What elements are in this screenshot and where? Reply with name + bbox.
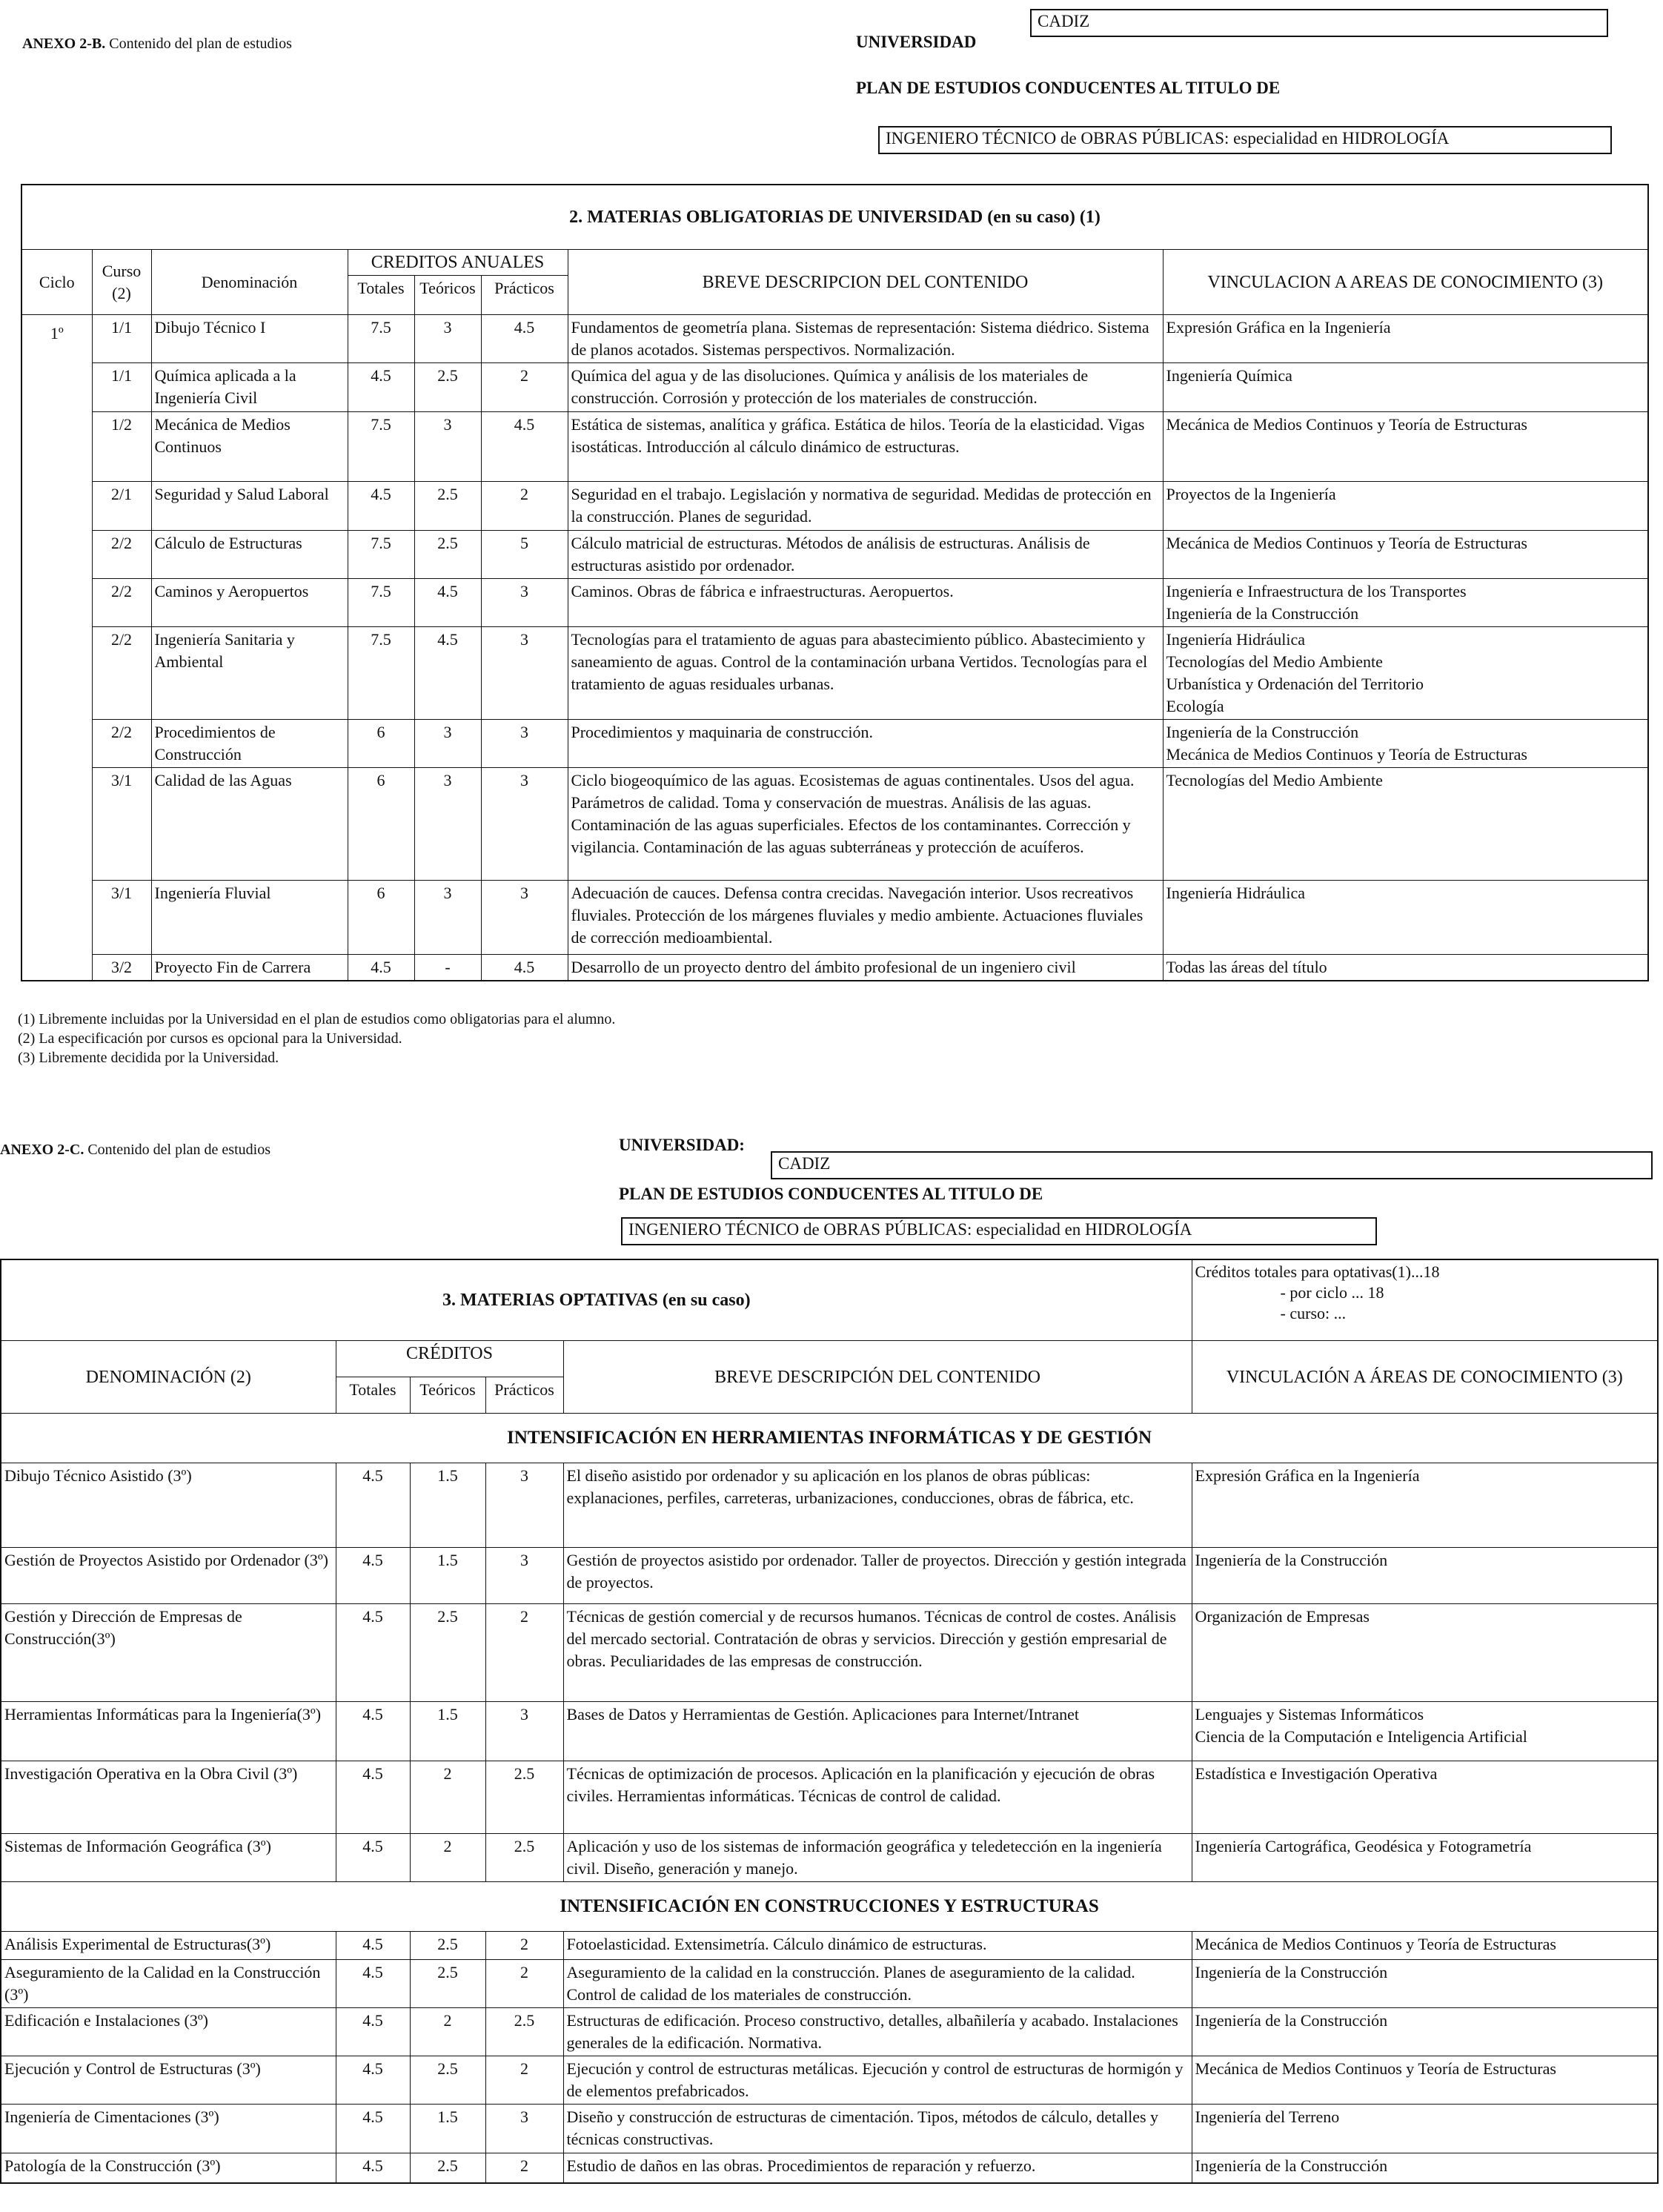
table-row [1,1761,1658,1834]
curso-cell: 1/1 [92,315,151,363]
totales-cell: 4.5 [348,482,414,531]
totales-cell: 7.5 [348,412,414,482]
teoricos-cell: 2.5 [414,363,481,412]
table-row [21,627,1648,720]
vinculacion-cell: Mecánica de Medios Continuos y Teoría de Estructuras [1163,412,1648,482]
teoricos-cell: 2.5 [414,482,481,531]
table-row [1,1463,1658,1548]
practicos-cell: 2 [485,2153,563,2183]
teoricos-cell: 1.5 [410,1548,485,1604]
practicos-cell: 3 [481,720,568,768]
denominacion-cell: Química aplicada a la Ingeniería Civil [151,363,348,412]
descripcion-cell: El diseño asistido por ordenador y su aplicación en los planos de obras públicas: explanaciones, perfiles, carreteras, urbanizaciones, conducciones, obras de fábrica, etc. [563,1463,1192,1548]
denominacion-cell: Herramientas Informáticas para la Ingeniería(3º) [1,1702,336,1761]
university-field: CADIZ [1030,9,1608,37]
teoricos-cell: 3 [414,881,481,955]
totales-cell: 4.5 [336,2056,410,2105]
teoricos-cell: 1.5 [410,2105,485,2153]
teoricos-cell: 2.5 [410,2056,485,2105]
table-row [21,881,1648,955]
descripcion-cell: Fotoelasticidad. Extensimetría. Cálculo dinámico de estructuras. [563,1932,1192,1960]
table-row [1,1960,1658,2008]
annex-2c-label [0,1142,270,1159]
practicos-cell: 2 [485,1604,563,1702]
header-totales-2: Totales [336,1377,410,1414]
practicos-cell: 2 [485,1932,563,1960]
practicos-cell: 2.5 [485,2008,563,2056]
table-row [21,720,1648,768]
totales-cell: 4.5 [336,2008,410,2056]
teoricos-cell: 3 [414,768,481,881]
practicos-cell: 4.5 [481,955,568,981]
teoricos-cell: 2.5 [414,531,481,579]
teoricos-cell: 2 [410,2008,485,2056]
curso-cell: 1/2 [92,412,151,482]
vinculacion-cell: Ingeniería de la Construcción [1192,1960,1658,2008]
denominacion-cell: Dibujo Técnico Asistido (3º) [1,1463,336,1548]
denominacion-cell: Ingeniería Sanitaria y Ambiental [151,627,348,720]
header-descripcion: BREVE DESCRIPCION DEL CONTENIDO [568,250,1163,315]
teoricos-cell: 1.5 [410,1702,485,1761]
vinculacion-cell: Organización de Empresas [1192,1604,1658,1702]
table-title-2 [1,1259,1192,1341]
curso-cell: 1/1 [92,363,151,412]
descripcion-cell: Aseguramiento de la calidad en la construcción. Planes de aseguramiento de la calidad. Control de calidad de los materiales de construcción. [563,1960,1192,2008]
practicos-cell: 2 [485,1960,563,2008]
totales-cell: 4.5 [336,1960,410,2008]
header-creditos-anuales: CREDITOS ANUALES [348,250,568,276]
teoricos-cell: 4.5 [414,579,481,627]
degree-title-field: INGENIERO TÉCNICO de OBRAS PÚBLICAS: especialidad en HIDROLOGÍA [878,126,1612,154]
table-title: 2. MATERIAS OBLIGATORIAS DE UNIVERSIDAD (en su caso) (1) [21,185,1648,250]
denominacion-cell: Proyecto Fin de Carrera [151,955,348,981]
practicos-cell: 3 [485,1463,563,1548]
table-row [21,955,1648,981]
annex-2b-rest: Contenido del plan de estudios [105,36,292,52]
practicos-cell: 3 [485,1548,563,1604]
totales-cell: 4.5 [336,1702,410,1761]
vinculacion-cell: Ingeniería de la Construcción [1192,1548,1658,1604]
header-teoricos-2: Teóricos [410,1377,485,1414]
header-practicos: Prácticos [481,276,568,315]
optional-credits-info [1192,1259,1658,1341]
descripcion-cell: Desarrollo de un proyecto dentro del ámbito profesional de un ingeniero civil [568,955,1163,981]
section-herramientas-informaticas: INTENSIFICACIÓN EN HERRAMIENTAS INFORMÁTICAS Y DE GESTIÓN [1,1414,1658,1463]
totales-cell: 4.5 [336,2153,410,2183]
table-row [21,482,1648,531]
practicos-cell: 2 [481,482,568,531]
descripcion-cell: Química del agua y de las disoluciones. Química y análisis de los materiales de construcción. Corrosión y protección de los materiales de construcción. [568,363,1163,412]
vinculacion-cell: Ingeniería del Terreno [1192,2105,1658,2153]
teoricos-cell: 2.5 [410,1960,485,2008]
table-row [21,315,1648,363]
totales-cell: 6 [348,881,414,955]
totales-cell: 7.5 [348,627,414,720]
teoricos-cell: - [414,955,481,981]
descripcion-cell: Seguridad en el trabajo. Legislación y normativa de seguridad. Medidas de protección en la construcción. Planes de seguridad. [568,482,1163,531]
section-construcciones-estructuras: INTENSIFICACIÓN EN CONSTRUCCIONES Y ESTRUCTURAS [1,1882,1658,1932]
denominacion-cell: Ingeniería Fluvial [151,881,348,955]
descripcion-cell: Procedimientos y maquinaria de construcción. [568,720,1163,768]
teoricos-cell: 4.5 [414,627,481,720]
header-denominacion: Denominación [151,250,348,315]
totales-cell: 6 [348,768,414,881]
descripcion-cell: Cálculo matricial de estructuras. Métodos de análisis de estructuras. Análisis de estructuras asistido por ordenador. [568,531,1163,579]
table-row [21,363,1648,412]
practicos-cell: 3 [485,1702,563,1761]
descripcion-cell: Tecnologías para el tratamiento de aguas para abastecimiento público. Abastecimiento y saneamiento de aguas. Control de la contaminación urbana Vertidos. Tecnologías para el tratamiento de aguas residuales urbanas. [568,627,1163,720]
plan-label: PLAN DE ESTUDIOS CONDUCENTES AL TITULO DE [856,79,1281,97]
university-label: UNIVERSIDAD [856,33,977,51]
descripcion-cell: Aplicación y uso de los sistemas de información geográfica y teledetección en la ingeniería civil. Diseño, generación y manejo. [563,1834,1192,1882]
table-row [1,2105,1658,2153]
vinculacion-cell: Tecnologías del Medio Ambiente [1163,768,1648,881]
vinculacion-cell: Expresión Gráfica en la Ingeniería [1163,315,1648,363]
degree-title-field-2: INGENIERO TÉCNICO de OBRAS PÚBLICAS: especialidad en HIDROLOGÍA [621,1217,1377,1245]
university-label-2: UNIVERSIDAD: [619,1136,745,1154]
footnote-2: (2) La especificación por cursos es opcional para la Universidad. [18,1030,402,1047]
footnotes [18,1010,615,1067]
vinculacion-cell: Lenguajes y Sistemas Informáticos Ciencia de la Computación e Inteligencia Artificial [1192,1702,1658,1761]
vinculacion-cell: Estadística e Investigación Operativa [1192,1761,1658,1834]
descripcion-cell: Estructuras de edificación. Proceso constructivo, detalles, albañilería y acabado. Instalaciones generales de la edificación. Normativa. [563,2008,1192,2056]
annex-2b-label [22,36,292,53]
header-ciclo: Ciclo [21,250,92,315]
descripcion-cell: Caminos. Obras de fábrica e infraestructuras. Aeropuertos. [568,579,1163,627]
denominacion-cell: Gestión de Proyectos Asistido por Ordenador (3º) [1,1548,336,1604]
header-descripcion-2: BREVE DESCRIPCIÓN DEL CONTENIDO [563,1341,1192,1414]
totales-cell: 4.5 [336,1548,410,1604]
totales-cell: 4.5 [336,1834,410,1882]
table-row [21,412,1648,482]
curso-cell: 3/1 [92,768,151,881]
vinculacion-cell: Ingeniería Hidráulica [1163,881,1648,955]
table-title-2-text: 3. MATERIAS OPTATIVAS (en su caso) [442,1291,751,1310]
plan-label-2: PLAN DE ESTUDIOS CONDUCENTES AL TITULO DE [619,1185,1043,1203]
denominacion-cell: Calidad de las Aguas [151,768,348,881]
denominacion-cell: Gestión y Dirección de Empresas de Construcción(3º) [1,1604,336,1702]
totales-cell: 6 [348,720,414,768]
vinculacion-cell: Expresión Gráfica en la Ingeniería [1192,1463,1658,1548]
vinculacion-cell: Mecánica de Medios Continuos y Teoría de Estructuras [1163,531,1648,579]
header-curso: Curso (2) [92,250,151,315]
denominacion-cell: Análisis Experimental de Estructuras(3º) [1,1932,336,1960]
vinculacion-cell: Ingeniería Cartográfica, Geodésica y Fotogrametría [1192,1834,1658,1882]
teoricos-cell: 2 [410,1761,485,1834]
practicos-cell: 2.5 [485,1761,563,1834]
denominacion-cell: Dibujo Técnico I [151,315,348,363]
descripcion-cell: Técnicas de gestión comercial y de recursos humanos. Técnicas de control de costes. Análisis del mercado sectorial. Contratación de obras y servicios. Dirección y gestión empresarial de obras. Peculiaridades de las empresas de construcción. [563,1604,1192,1702]
practicos-cell: 3 [481,627,568,720]
teoricos-cell: 3 [414,315,481,363]
vinculacion-cell: Ingeniería Química [1163,363,1648,412]
credits-total: Créditos totales para optativas(1)...18 [1195,1262,1440,1281]
table-row [1,2056,1658,2105]
compulsory-subjects-table [21,184,1649,981]
denominacion-cell: Patología de la Construcción (3º) [1,2153,336,2183]
practicos-cell: 3 [481,768,568,881]
denominacion-cell: Investigación Operativa en la Obra Civil (3º) [1,1761,336,1834]
totales-cell: 7.5 [348,315,414,363]
denominacion-cell: Aseguramiento de la Calidad en la Construcción (3º) [1,1960,336,2008]
teoricos-cell: 2 [410,1834,485,1882]
ciclo-cell: 1º [21,315,92,981]
table-row [1,2153,1658,2183]
footnote-3: (3) Libremente decidida por la Universidad. [18,1050,279,1066]
teoricos-cell: 1.5 [410,1463,485,1548]
header-practicos-2: Prácticos [485,1377,563,1414]
denominacion-cell: Procedimientos de Construcción [151,720,348,768]
header-vinculacion-2: VINCULACIÓN A ÁREAS DE CONOCIMIENTO (3) [1192,1341,1658,1414]
footnote-1: (1) Libremente incluidas por la Universidad en el plan de estudios como obligatorias para el alumno. [18,1011,616,1027]
university-field-2: CADIZ [771,1151,1653,1179]
totales-cell: 7.5 [348,579,414,627]
table-row [1,1604,1658,1702]
table-row [1,1932,1658,1960]
table-row [21,579,1648,627]
denominacion-cell: Edificación e Instalaciones (3º) [1,2008,336,2056]
descripcion-cell: Fundamentos de geometría plana. Sistemas de representación: Sistema diédrico. Sistema de planos acotados. Sistemas perspectivos. Normalización. [568,315,1163,363]
annex-2b-bold: ANEXO 2-B. [22,36,106,52]
descripcion-cell: Gestión de proyectos asistido por ordenador. Taller de proyectos. Dirección y gestión integrada de proyectos. [563,1548,1192,1604]
descripcion-cell: Ejecución y control de estructuras metálicas. Ejecución y control de estructuras de hormigón y de elementos prefabricados. [563,2056,1192,2105]
denominacion-cell: Seguridad y Salud Laboral [151,482,348,531]
descripcion-cell: Adecuación de cauces. Defensa contra crecidas. Navegación interior. Usos recreativos fluviales. Protección de los márgenes fluviales y medio ambiente. Actuaciones fluviales de corrección medioambiental. [568,881,1163,955]
practicos-cell: 4.5 [481,412,568,482]
totales-cell: 7.5 [348,531,414,579]
teoricos-cell: 3 [414,720,481,768]
totales-cell: 4.5 [336,1932,410,1960]
descripcion-cell: Bases de Datos y Herramientas de Gestión. Aplicaciones para Internet/Intranet [563,1702,1192,1761]
curso-cell: 3/2 [92,955,151,981]
vinculacion-cell: Proyectos de la Ingeniería [1163,482,1648,531]
denominacion-cell: Caminos y Aeropuertos [151,579,348,627]
table-row [1,2008,1658,2056]
totales-cell: 4.5 [336,1761,410,1834]
vinculacion-cell: Ingeniería e Infraestructura de los Transportes Ingeniería de la Construcción [1163,579,1648,627]
curso-cell: 3/1 [92,881,151,955]
vinculacion-cell: Ingeniería de la Construcción [1192,2008,1658,2056]
vinculacion-cell: Mecánica de Medios Continuos y Teoría de Estructuras [1192,1932,1658,1960]
teoricos-cell: 2.5 [410,1932,485,1960]
denominacion-cell: Mecánica de Medios Continuos [151,412,348,482]
denominacion-cell: Ejecución y Control de Estructuras (3º) [1,2056,336,2105]
curso-cell: 2/2 [92,579,151,627]
practicos-cell: 4.5 [481,315,568,363]
denominacion-cell: Ingeniería de Cimentaciones (3º) [1,2105,336,2153]
curso-cell: 2/2 [92,720,151,768]
totales-cell: 4.5 [336,1463,410,1548]
practicos-cell: 3 [481,881,568,955]
credits-per-course: - curso: ... [1280,1304,1347,1322]
totales-cell: 4.5 [348,955,414,981]
descripcion-cell: Técnicas de optimización de procesos. Aplicación en la planificación y ejecución de obras civiles. Herramientas informáticas. Técnicas de control de calidad. [563,1761,1192,1834]
annex-2c-rest: Contenido del plan de estudios [84,1142,270,1158]
vinculacion-cell: Ingeniería Hidráulica Tecnologías del Medio Ambiente Urbanística y Ordenación del Territorio Ecología [1163,627,1648,720]
curso-cell: 2/2 [92,627,151,720]
teoricos-cell: 3 [414,412,481,482]
descripcion-cell: Estática de sistemas, analítica y gráfica. Estática de hilos. Teoría de la elasticidad. Vigas isostáticas. Introducción al cálculo dinámico de estructuras. [568,412,1163,482]
annex-2c-bold: ANEXO 2-C. [0,1142,84,1158]
practicos-cell: 5 [481,531,568,579]
header-creditos-2: CRÉDITOS [336,1341,563,1377]
vinculacion-cell: Todas las áreas del título [1163,955,1648,981]
teoricos-cell: 2.5 [410,1604,485,1702]
table-row [1,1834,1658,1882]
descripcion-cell: Estudio de daños en las obras. Procedimientos de reparación y refuerzo. [563,2153,1192,2183]
optional-subjects-table [0,1259,1659,2184]
denominacion-cell: Cálculo de Estructuras [151,531,348,579]
teoricos-cell: 2.5 [410,2153,485,2183]
descripcion-cell: Diseño y construcción de estructuras de cimentación. Tipos, métodos de cálculo, detalles y técnicas constructivas. [563,2105,1192,2153]
curso-cell: 2/1 [92,482,151,531]
header-vinculacion: VINCULACION A AREAS DE CONOCIMIENTO (3) [1163,250,1648,315]
header-teoricos: Teóricos [414,276,481,315]
table-row [1,1702,1658,1761]
table-row [21,531,1648,579]
header-denominacion-2: DENOMINACIÓN (2) [1,1341,336,1414]
descripcion-cell: Ciclo biogeoquímico de las aguas. Ecosistemas de aguas continentales. Usos del agua. Parámetros de calidad. Toma y conservación de muestras. Análisis de las aguas. Contaminación de las aguas superficiales. Efectos de los contaminantes. Corrección y vigilancia. Contaminación de las aguas subterráneas y protección de acuíferos. [568,768,1163,881]
practicos-cell: 2.5 [485,1834,563,1882]
totales-cell: 4.5 [336,2105,410,2153]
vinculacion-cell: Ingeniería de la Construcción Mecánica de Medios Continuos y Teoría de Estructuras [1163,720,1648,768]
denominacion-cell: Sistemas de Información Geográfica (3º) [1,1834,336,1882]
practicos-cell: 2 [481,363,568,412]
totales-cell: 4.5 [348,363,414,412]
practicos-cell: 3 [481,579,568,627]
header-totales: Totales [348,276,414,315]
vinculacion-cell: Mecánica de Medios Continuos y Teoría de Estructuras [1192,2056,1658,2105]
practicos-cell: 2 [485,2056,563,2105]
table-row [1,1548,1658,1604]
table-row [21,768,1648,881]
vinculacion-cell: Ingeniería de la Construcción [1192,2153,1658,2183]
practicos-cell: 3 [485,2105,563,2153]
credits-per-cycle: - por ciclo ... 18 [1280,1283,1384,1302]
curso-cell: 2/2 [92,531,151,579]
totales-cell: 4.5 [336,1604,410,1702]
